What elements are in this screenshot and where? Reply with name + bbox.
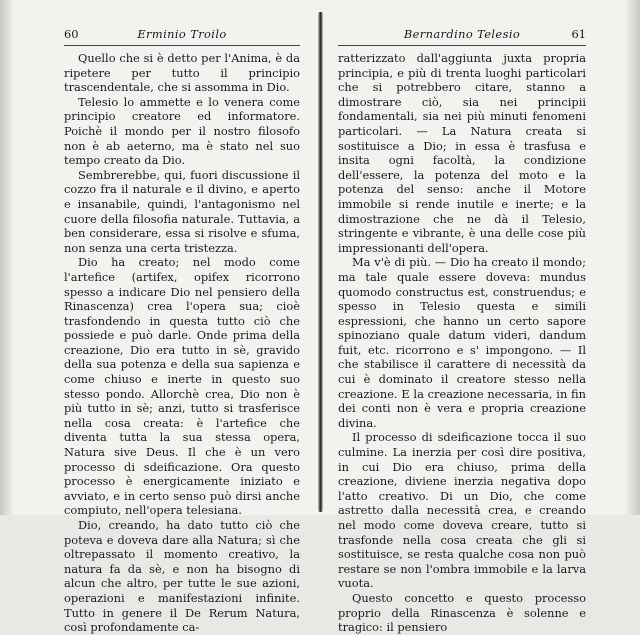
left-page-number: 60 bbox=[64, 27, 79, 41]
header-rule bbox=[64, 45, 300, 46]
header-rule bbox=[338, 45, 586, 46]
paragraph: Dio, creando, ha dato tutto ciò che poteva e doveva dare alla Natura; sì che oltrepassato il momento creativo, la natura fa da sè, e non ha bisogno di alcun che altro, per tutte le sue azioni, operazioni e manifestazioni infinite. Tutto in genere il De Rerum Natura, così profondamente ca- bbox=[64, 518, 300, 635]
right-page-number: 61 bbox=[571, 27, 586, 41]
left-running-title: Erminio Troilo bbox=[137, 27, 227, 41]
paragraph: ratterizzato dall'aggiunta juxta propria principia, e più di trenta luoghi particolari che si potrebbero citare, stanno a dimostrare ciò, sia nei principii fondamentali, sia nei più minuti fenomeni particolari. — La Natura creata si sostituisce a Dio; in essa è trasfusa e insita ogni facoltà, la condizione dell'essere, la potenza del moto e la potenza del senso: anche il Motore immobile si rende inutile e inerte; e la dimostrazione che ne dà il Telesio, stringente e vibrante, è una delle cose più impressionanti dell'opera. bbox=[338, 51, 586, 255]
right-running-title: Bernardino Telesio bbox=[403, 27, 521, 41]
page-edge-shadow-right bbox=[624, 0, 640, 515]
paragraph: Quello che si è detto per l'Anima, è da ripetere per tutto il principio trascendentale, che si assomma in Dio. bbox=[64, 51, 300, 95]
right-page bbox=[338, 0, 586, 635]
page-edge-shadow-left bbox=[0, 0, 14, 515]
left-page-header bbox=[64, 24, 300, 44]
paragraph: Sembrerebbe, qui, fuori discussione il cozzo fra il naturale e il divino, e aperto e insanabile, quindi, l'antagonismo nel cuore della filosofia naturale. Tuttavia, a ben considerare, essa si risolve e sfuma, non senza una certa tristezza. bbox=[64, 167, 300, 255]
paragraph: Telesio lo ammette e lo venera come principio creatore ed informatore. Poichè il mondo per il nostro filosofo non è ab aeterno, ma è stato nel suo tempo creato da Dio. bbox=[64, 94, 300, 168]
paragraph: Questo concetto e questo processo proprio della Rinascenza è solenne e tragico: il pensiero bbox=[338, 590, 586, 635]
book-gutter bbox=[318, 12, 323, 512]
paragraph: Ma v'è di più. — Dio ha creato il mondo; ma tale quale essere doveva: mundus quomodo constructus est, construendus; e spesso in Telesio questa e simili espressioni, che hanno un certo sapore spinoziano quale datum videri, dandum fuit, etc. ricorrono e s' impongono. — Il che stabilisce il carattere di necessità da cui è dominato il creatore stesso nella creazione. E la creazione necessaria, in fin dei conti non è vera e propria creazione divina. bbox=[338, 255, 586, 430]
right-page-body bbox=[338, 51, 586, 635]
left-page bbox=[64, 0, 300, 635]
right-page-header bbox=[338, 24, 586, 44]
paragraph: Il processo di sdeificazione tocca il suo culmine. La inerzia per così dire positiva, in cui Dio era chiuso, prima della creazione, diviene inerzia negativa dopo l'atto creativo. Di un Dio, che come astretto dalla necessità crea, e creando nel modo come doveva creare, tutto si trasfonde nella cosa creata che gli si sostituisce, se resta qualche cosa non può restare se non l'ombra immobile e la larva vuota. bbox=[338, 430, 586, 591]
left-page-body bbox=[64, 51, 300, 635]
paragraph: Dio ha creato; nel modo come l'artefice (artifex, opifex ricorrono spesso a indicare Dio nel pensiero della Rinascenza) crea l'opera sua; cioè trasfondendo in questa tutto ciò che possiede e può darle. Onde prima della creazione, Dio era tutto in sè, gravido della sua potenza e della sua sapienza e come chiuso e inerte in questo suo stesso pondo. Allorchè crea, Dio non è più tutto in sè; anzi, tutto si trasferisce nella cosa creata: è l'artefice che diventa tutta la sua stessa opera, Natura sive Deus. Il che è un vero processo di sdeificazione. Ora questo processo è energicamente iniziato e avviato, e in certo senso può dirsi anche compiuto, nell'opera telesiana. bbox=[64, 255, 300, 518]
